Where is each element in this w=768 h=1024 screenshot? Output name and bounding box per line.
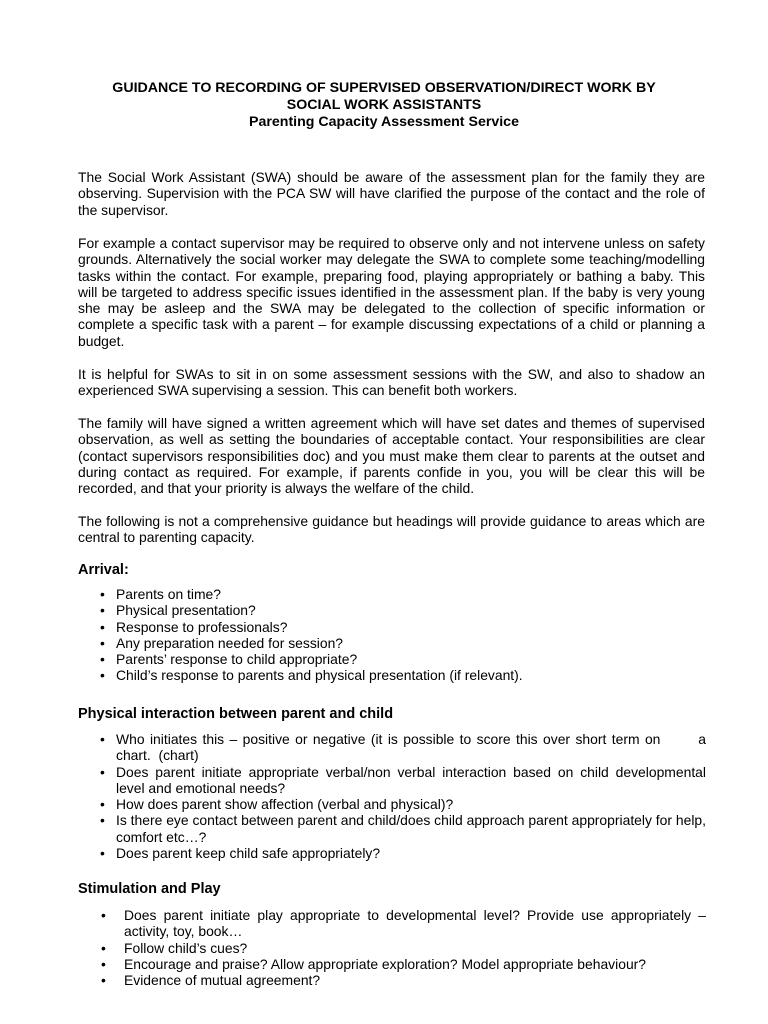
- list-item: • Does parent initiate appropriate verbal/non verbal interaction based on child developmental level and emotional needs?: [116, 764, 706, 797]
- list-item: • Any preparation needed for session?: [116, 635, 706, 651]
- list-item: • Physical presentation?: [116, 602, 706, 618]
- stimulation-play-list: [124, 907, 706, 988]
- document-title: [40, 80, 728, 131]
- stimulation-play-heading: Stimulation and Play: [78, 881, 221, 897]
- list-item: • Parents on time?: [116, 586, 706, 602]
- title-line-1: GUIDANCE TO RECORDING OF SUPERVISED OBSERVATION/DIRECT WORK BY: [112, 80, 656, 96]
- arrival-heading: Arrival:: [78, 562, 129, 578]
- intro-paragraph: The Social Work Assistant (SWA) should be aware of the assessment plan for the family they are observing. Supervision with the PCA SW will have clarified the purpose of the contact and the role of the supervisor.: [78, 169, 705, 218]
- list-item: • Encourage and praise? Allow appropriate exploration? Model appropriate behaviour?: [124, 956, 706, 972]
- title-subtitle: Parenting Capacity Assessment Service: [249, 114, 519, 130]
- physical-interaction-heading: Physical interaction between parent and child: [78, 706, 394, 722]
- shadowing-paragraph: It is helpful for SWAs to sit in on some assessment sessions with the SW, and also to shadow an experienced SWA supervising a session. This can benefit both workers.: [78, 366, 705, 399]
- list-item: • Does parent keep child safe appropriately?: [116, 845, 706, 861]
- physical-interaction-list: [116, 731, 710, 862]
- list-item: • Child’s response to parents and physical presentation (if relevant).: [116, 667, 706, 683]
- list-item: • Does parent initiate play appropriate to developmental level? Provide use appropriately – activity, toy, book…: [124, 907, 706, 940]
- list-item: • Is there eye contact between parent and child/does child approach parent appropriately for help, comfort etc…?: [116, 812, 706, 845]
- guidance-paragraph: The following is not a comprehensive guidance but headings will provide guidance to areas which are central to parenting capacity.: [78, 513, 705, 546]
- list-item: • Response to professionals?: [116, 619, 706, 635]
- list-item: • Evidence of mutual agreement?: [124, 972, 706, 988]
- list-item: • Follow child’s cues?: [124, 940, 706, 956]
- list-item: • Who initiates this – positive or negative (it is possible to score this over short term on a chart. (chart): [116, 731, 706, 764]
- agreement-paragraph: The family will have signed a written agreement which will have set dates and themes of supervised observation, as well as setting the boundaries of acceptable contact. Your responsibilities are clear (contact supervisors responsibilities doc) and you must make them clear to parents at the outset and during contact as required. For example, if parents confide in you, you will be clear this will be recorded, and that your priority is always the welfare of the child.: [78, 415, 705, 497]
- list-item: • How does parent show affection (verbal and physical)?: [116, 796, 706, 812]
- list-item: • Parents’ response to child appropriate?: [116, 651, 706, 667]
- example-paragraph: For example a contact supervisor may be required to observe only and not intervene unless on safety grounds. Alternatively the social worker may delegate the SWA to complete some teaching/modelling tasks within the contact. For example, preparing food, playing appropriately or bathing a baby. This will be targeted to address specific issues identified in the assessment plan. If the baby is very young she may be asleep and the SWA may be delegated to the collection of specific information or complete a specific task with a parent – for example discussing expectations of a child or planning a budget.: [78, 235, 705, 349]
- title-line-2: SOCIAL WORK ASSISTANTS: [286, 97, 482, 113]
- arrival-list: [116, 586, 706, 684]
